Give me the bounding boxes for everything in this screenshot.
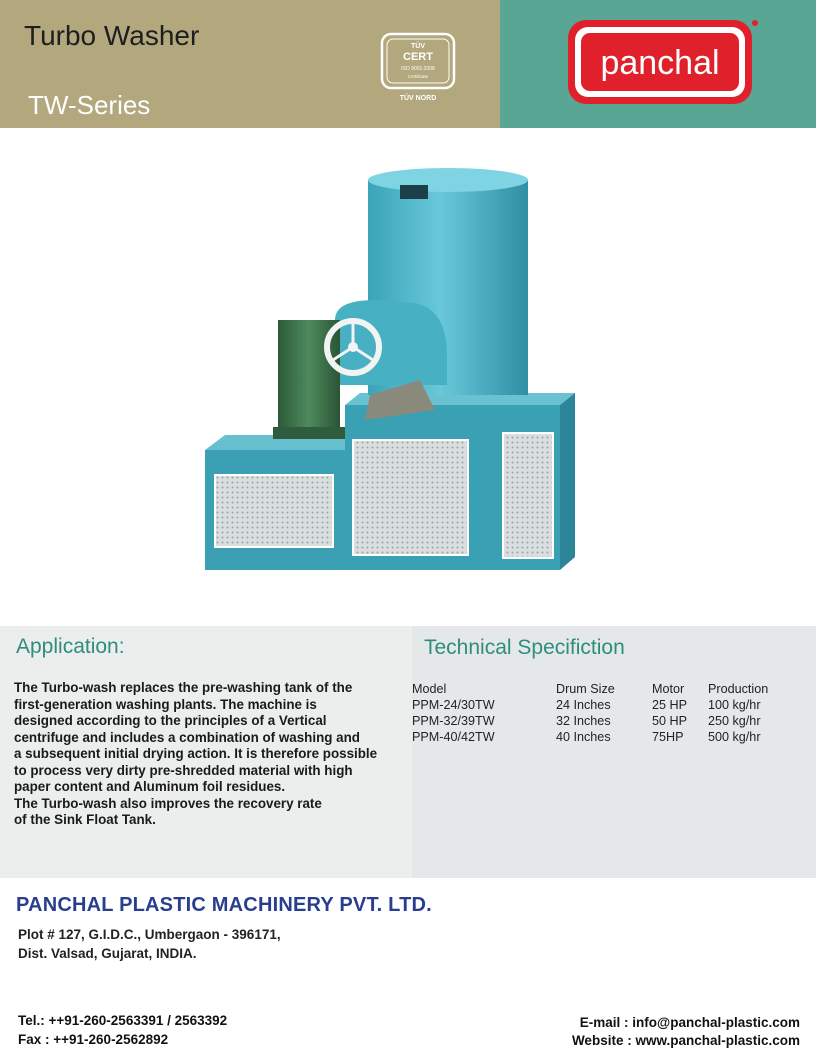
cert-line-2: CERT bbox=[403, 51, 433, 63]
page-title: Turbo Washer bbox=[24, 20, 200, 51]
spec-col-model: Model bbox=[412, 682, 447, 696]
spec-cell-drum: 24 Inches bbox=[556, 698, 611, 712]
application-line: a subsequent initial drying action. It is therefore possible bbox=[14, 746, 378, 761]
spec-heading: Technical Specifiction bbox=[424, 636, 625, 659]
application-line: of the Sink Float Tank. bbox=[14, 812, 156, 827]
page-subtitle: TW-Series bbox=[28, 90, 151, 120]
address-line-2: Dist. Valsad, Gujarat, INDIA. bbox=[18, 946, 197, 961]
spec-cell-drum: 40 Inches bbox=[556, 730, 611, 744]
info-panel-right bbox=[412, 626, 816, 878]
company-name: PANCHAL PLASTIC MACHINERY PVT. LTD. bbox=[16, 894, 432, 916]
panchal-logo bbox=[566, 18, 758, 108]
cert-line-3: ISO 9001:2008 bbox=[401, 66, 435, 72]
application-line: paper content and Aluminum foil residues. bbox=[14, 779, 286, 794]
spec-col-drum: Drum Size bbox=[556, 682, 615, 696]
spec-row bbox=[412, 714, 812, 730]
tuv-cert-logo bbox=[378, 32, 458, 104]
cert-line-1: TÜV bbox=[411, 43, 425, 50]
cert-mark-label: TÜV NORD bbox=[399, 95, 437, 102]
spec-col-production: Production bbox=[708, 682, 769, 696]
application-line: The Turbo-wash replaces the pre-washing tank of the bbox=[14, 680, 353, 695]
turbo-washer-image bbox=[185, 165, 585, 585]
application-line: designed according to the principles of a Vertical bbox=[14, 713, 327, 728]
fax: Fax : ++91-260-2562892 bbox=[18, 1032, 169, 1047]
spec-cell-motor: 50 HP bbox=[652, 714, 688, 728]
application-line: to process very dirty pre-shredded material with high bbox=[14, 762, 353, 778]
spec-cell-motor: 25 HP bbox=[652, 698, 688, 712]
application-heading: Application: bbox=[16, 635, 125, 658]
application-text bbox=[14, 680, 404, 829]
spec-cell-production: 500 kg/hr bbox=[708, 730, 761, 744]
spec-cell-production: 250 kg/hr bbox=[708, 714, 761, 728]
spec-row bbox=[412, 730, 812, 746]
telephone: Tel.: ++91-260-2563391 / 2563392 bbox=[18, 1013, 228, 1028]
application-line: centrifuge and includes a combination of washing and bbox=[14, 729, 360, 745]
spec-col-motor: Motor bbox=[652, 682, 685, 696]
spec-cell-drum: 32 Inches bbox=[556, 714, 611, 728]
logo-wordmark: panchal bbox=[600, 44, 720, 82]
spec-cell-production: 100 kg/hr bbox=[708, 698, 761, 712]
email-link[interactable]: E-mail : info@panchal-plastic.com bbox=[579, 1015, 800, 1030]
spec-cell-model: PPM-40/42TW bbox=[412, 730, 495, 744]
address-line-1: Plot # 127, G.I.D.C., Umbergaon - 396171, bbox=[18, 927, 281, 942]
spec-header-row bbox=[412, 682, 812, 698]
application-line: The Turbo-wash also improves the recovery rate bbox=[14, 795, 322, 811]
spec-cell-model: PPM-24/30TW bbox=[412, 698, 495, 712]
spec-row bbox=[412, 698, 812, 714]
website-link[interactable]: Website : www.panchal-plastic.com bbox=[571, 1033, 800, 1048]
spec-cell-model: PPM-32/39TW bbox=[412, 714, 495, 728]
application-line: first-generation washing plants. The machine is bbox=[14, 696, 317, 712]
registered-mark-icon bbox=[752, 20, 758, 26]
spec-cell-motor: 75HP bbox=[652, 730, 684, 744]
cert-line-4: Certificate bbox=[407, 74, 429, 79]
